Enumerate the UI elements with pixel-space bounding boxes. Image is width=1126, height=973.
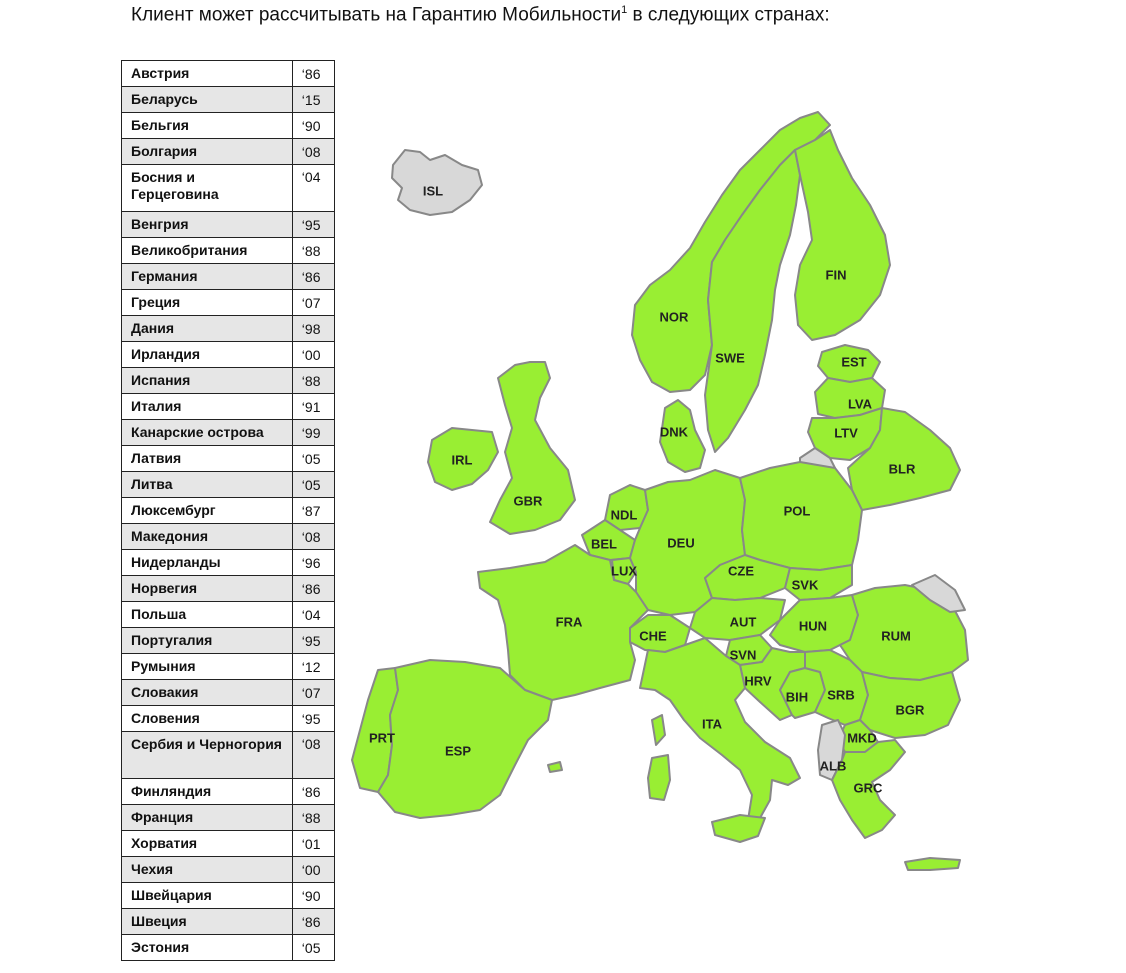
map-label-ita: ITA [702,716,722,732]
country-year: ‘95 [292,628,334,654]
map-label-hrv: HRV [744,673,772,689]
country-year: ‘95 [292,212,334,238]
country-name: Финляндия [122,779,293,805]
country-name: Канарские острова [122,420,293,446]
country-name: Норвегия [122,576,293,602]
country-row [122,654,335,680]
country-name: Чехия [122,857,293,883]
country-row [122,316,335,342]
country-row [122,472,335,498]
country-year: ‘88 [292,238,334,264]
country-year: ‘88 [292,368,334,394]
country-year: ‘05 [292,472,334,498]
map-label-alb: ALB [819,758,847,774]
region-crete [905,858,960,870]
country-row [122,61,335,87]
country-row [122,857,335,883]
country-row [122,883,335,909]
country-name: Испания [122,368,293,394]
country-year: ‘95 [292,706,334,732]
footnote-marker: 1 [621,4,628,16]
map-label-ndl: NDL [610,507,638,523]
country-name: Словакия [122,680,293,706]
country-name: Босния и Герцеговина [122,165,293,212]
country-year: ‘00 [292,857,334,883]
country-name: Словения [122,706,293,732]
country-name: Хорватия [122,831,293,857]
map-label-isl: ISL [422,183,444,199]
country-name: Германия [122,264,293,290]
country-name: Венгрия [122,212,293,238]
map-label-mkd: MKD [847,730,877,746]
country-name: Ирландия [122,342,293,368]
country-row [122,498,335,524]
country-name: Польша [122,602,293,628]
country-name: Австрия [122,61,293,87]
map-label-nor: NOR [659,309,689,325]
map-label-irl: IRL [451,452,473,468]
map-label-hun: HUN [798,618,828,634]
country-row [122,909,335,935]
country-row [122,264,335,290]
country-year: ‘90 [292,113,334,139]
country-row [122,113,335,139]
country-row [122,446,335,472]
country-name: Нидерланды [122,550,293,576]
country-year: ‘87 [292,498,334,524]
region-sicily [712,815,765,842]
country-row [122,706,335,732]
map-label-aut: AUT [729,614,757,630]
country-year: ‘91 [292,394,334,420]
country-name: Греция [122,290,293,316]
country-name: Бельгия [122,113,293,139]
country-row [122,628,335,654]
map-label-gbr: GBR [513,493,543,509]
country-year: ‘86 [292,779,334,805]
country-name: Сербия и Черногория [122,732,293,779]
country-year: ‘86 [292,576,334,602]
country-year: ‘07 [292,680,334,706]
country-year: ‘88 [292,805,334,831]
country-name: Эстония [122,935,293,961]
country-row [122,602,335,628]
country-name: Литва [122,472,293,498]
map-label-bih: BIH [785,689,809,705]
map-label-lux: LUX [611,563,637,579]
country-row [122,935,335,961]
map-label-fin: FIN [825,267,847,283]
country-name: Македония [122,524,293,550]
country-year: ‘90 [292,883,334,909]
map-label-srb: SRB [827,687,855,703]
region-sardinia [648,755,670,800]
country-name: Болгария [122,139,293,165]
map-label-grc: GRC [853,780,883,796]
country-row [122,576,335,602]
map-label-lva: LVA [847,396,873,412]
map-label-deu: DEU [667,535,695,551]
map-label-rum: RUM [881,628,911,644]
country-year: ‘07 [292,290,334,316]
country-row [122,368,335,394]
country-year: ‘12 [292,654,334,680]
country-year: ‘99 [292,420,334,446]
country-year: ‘01 [292,831,334,857]
map-label-che: CHE [639,628,667,644]
country-row [122,165,335,212]
country-row [122,87,335,113]
country-row [122,550,335,576]
country-year: ‘05 [292,446,334,472]
country-name: Румыния [122,654,293,680]
region-fin [795,130,890,340]
country-row [122,420,335,446]
country-year: ‘08 [292,139,334,165]
country-row [122,238,335,264]
country-name: Швейцария [122,883,293,909]
country-name: Люксембург [122,498,293,524]
country-row [122,805,335,831]
map-label-fra: FRA [555,614,583,630]
country-year: ‘86 [292,909,334,935]
country-row [122,524,335,550]
country-year: ‘15 [292,87,334,113]
country-year: ‘86 [292,264,334,290]
country-row [122,342,335,368]
country-name: Италия [122,394,293,420]
country-row [122,680,335,706]
country-year: ‘05 [292,935,334,961]
country-name: Дания [122,316,293,342]
country-row [122,290,335,316]
country-row [122,831,335,857]
country-row [122,779,335,805]
europe-map [340,95,970,885]
map-label-bgr: BGR [895,702,925,718]
country-name: Швеция [122,909,293,935]
map-label-bel: BEL [591,536,617,552]
country-year: ‘86 [292,61,334,87]
map-label-swe: SWE [715,350,745,366]
country-year: ‘96 [292,550,334,576]
map-label-est: EST [841,354,867,370]
map-label-ltv: LTV [834,425,858,441]
country-year: ‘00 [292,342,334,368]
country-year: ‘08 [292,524,334,550]
map-label-pol: POL [783,503,811,519]
country-year: ‘08 [292,732,334,779]
map-label-svn: SVN [729,647,757,663]
country-name: Франция [122,805,293,831]
country-year: ‘98 [292,316,334,342]
country-row [122,732,335,779]
country-year: ‘04 [292,165,334,212]
countries-table [121,60,335,961]
map-label-blr: BLR [888,461,916,477]
region-corsica [652,715,665,745]
page-heading: Клиент может рассчитывать на Гарантию Мобильности$^1$ в следующих странах: [131,4,830,26]
map-label-cze: CZE [728,563,754,579]
country-name: Великобритания [122,238,293,264]
country-row [122,394,335,420]
country-name: Латвия [122,446,293,472]
country-year: ‘04 [292,602,334,628]
map-label-prt: PRT [369,730,395,746]
country-name: Беларусь [122,87,293,113]
map-label-esp: ESP [444,743,472,759]
map-label-dnk: DNK [659,424,689,440]
map-label-svk: SVK [791,577,819,593]
country-row [122,139,335,165]
country-name: Португалия [122,628,293,654]
country-row [122,212,335,238]
region-balearic [548,762,562,772]
